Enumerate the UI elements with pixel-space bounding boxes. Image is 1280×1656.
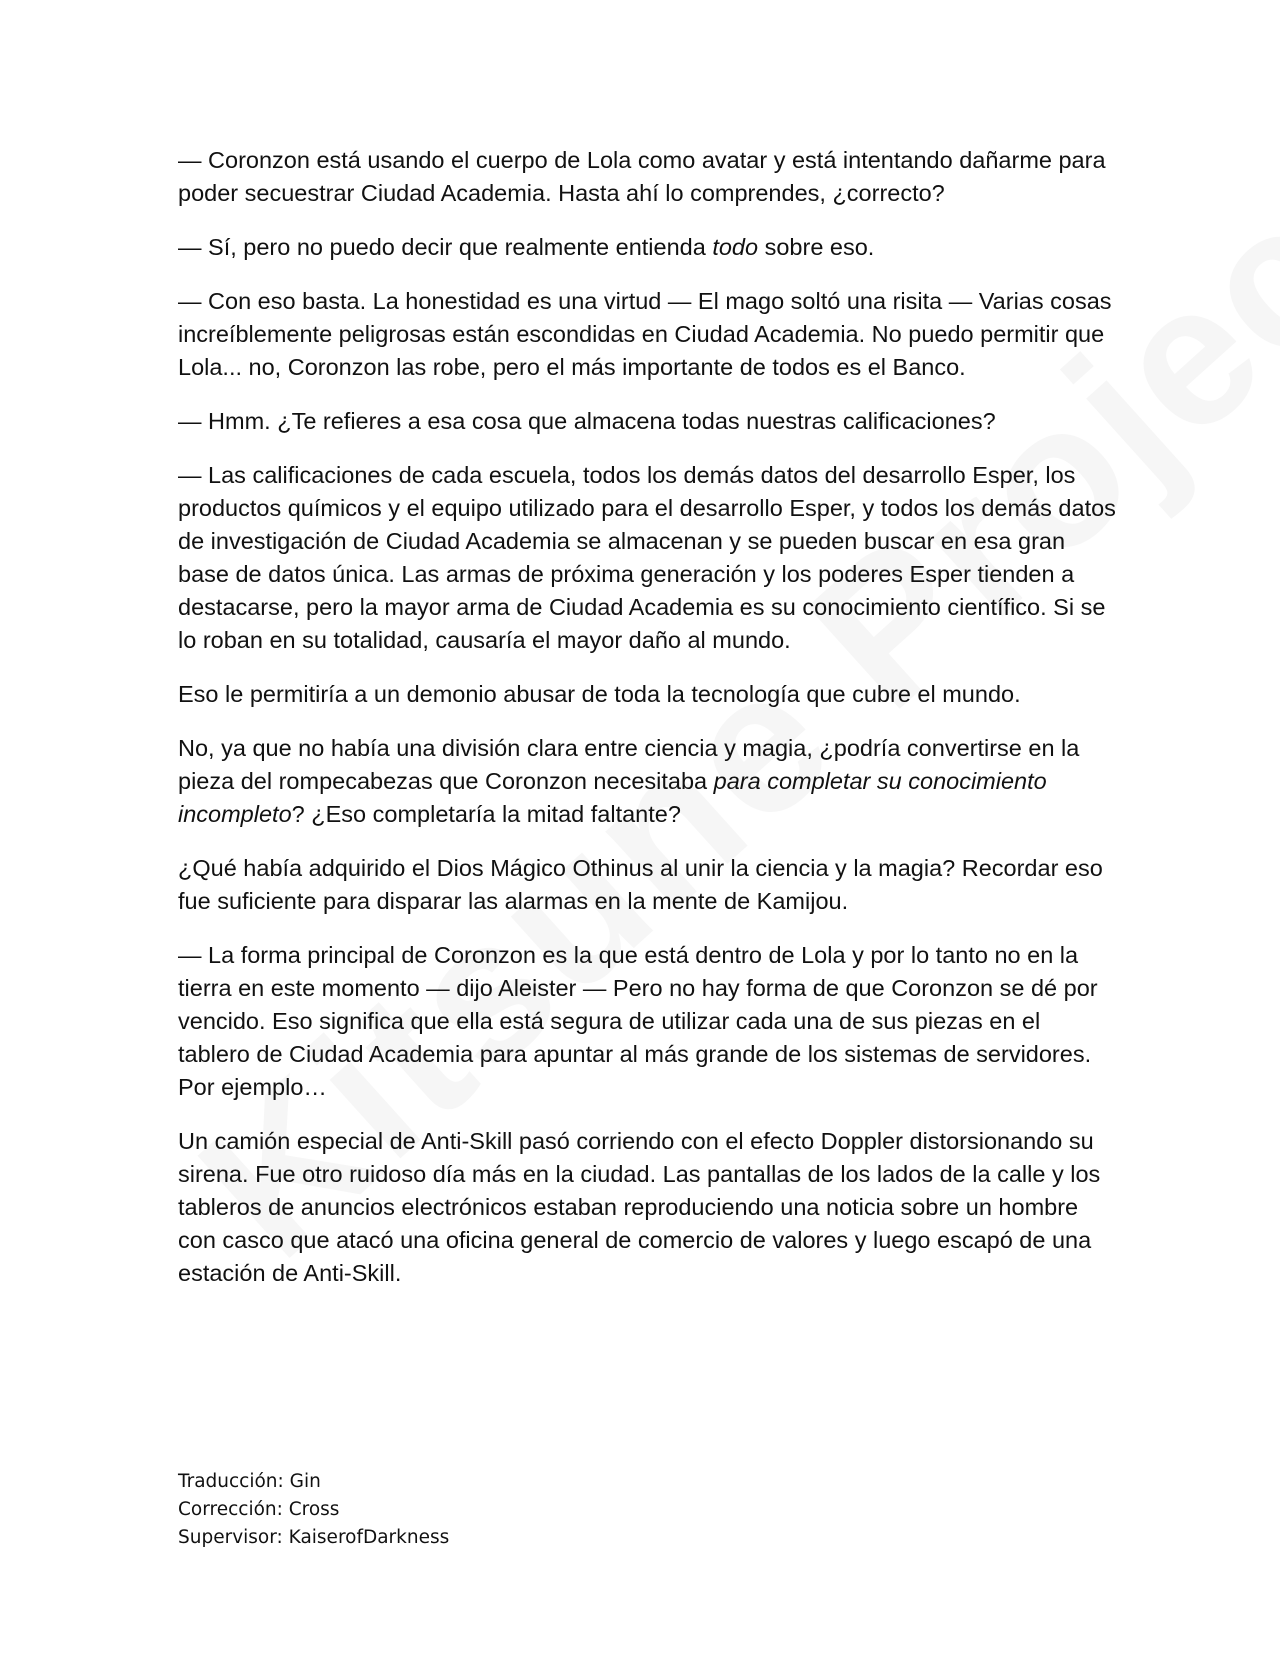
paragraph-5 (178, 459, 1118, 657)
paragraph-1 (178, 144, 1118, 210)
paragraph-text: — Hmm. ¿Te refieres a esa cosa que almacena todas nuestras calificaciones? (178, 408, 996, 434)
paragraph-text: — La forma principal de Coronzon es la que está dentro de Lola y por lo tanto no en la tierra en este momento — dijo Aleister — Pero no hay forma de que Coronzon se dé por vencido. Eso significa que ella está segura de utilizar cada una de sus piezas en el tablero de Ciudad Academia para apuntar al más grande de los sistemas de servidores. Por ejemplo… (178, 942, 1098, 1100)
credit-translation: Traducción: Gin (178, 1471, 321, 1492)
emphasis-text: para completar su conocimiento incompleto (178, 768, 1047, 827)
paragraph-7 (178, 732, 1118, 831)
paragraph-text: ¿Qué había adquirido el Dios Mágico Othinus al unir la ciencia y la magia? Recordar eso fue suficiente para disparar las alarmas en la mente de Kamijou. (178, 855, 1103, 914)
paragraph-text: — Las calificaciones de cada escuela, todos los demás datos del desarrollo Esper, los productos químicos y el equipo utilizado para el desarrollo Esper, y todos los demás datos de investigación de Ciudad Academia se almacenan y se pueden buscar en esa gran base de datos única. Las armas de próxima generación y los poderes Esper tienden a destacarse, pero la mayor arma de Ciudad Academia es su conocimiento científico. Si se lo roban en su totalidad, causaría el mayor daño al mundo. (178, 462, 1116, 653)
credit-supervisor: Supervisor: KaiserofDarkness (178, 1527, 450, 1548)
paragraph-10 (178, 1125, 1118, 1290)
paragraph-4 (178, 405, 1118, 438)
paragraph-text: — Con eso basta. La honestidad es una virtud — El mago soltó una risita — Varias cosas increíblemente peligrosas están escondidas en Ciudad Academia. No puedo permitir que Lola... no, Coronzon las robe, pero el más importante de todos es el Banco. (178, 288, 1112, 380)
paragraph-text: sobre eso. (758, 234, 875, 260)
paragraph-8 (178, 852, 1118, 918)
paragraph-2 (178, 231, 1118, 264)
paragraph-6 (178, 678, 1118, 711)
paragraph-text: ? ¿Eso completaría la mitad faltante? (291, 801, 681, 827)
credit-correction: Corrección: Cross (178, 1499, 340, 1520)
paragraph-9 (178, 939, 1118, 1104)
paragraph-text: — Coronzon está usando el cuerpo de Lola como avatar y está intentando dañarme para poder secuestrar Ciudad Academia. Hasta ahí lo comprendes, ¿correcto? (178, 147, 1106, 206)
paragraph-text: Un camión especial de Anti-Skill pasó corriendo con el efecto Doppler distorsionando su sirena. Fue otro ruidoso día más en la ciudad. Las pantallas de los lados de la calle y los tableros de anuncios electrónicos estaban reproduciendo una noticia sobre un hombre con casco que atacó una oficina general de comercio de valores y luego escapó de una estación de Anti-Skill. (178, 1128, 1101, 1286)
credits (178, 1468, 449, 1552)
paragraph-3 (178, 285, 1118, 384)
paragraph-text: — Sí, pero no puedo decir que realmente entienda (178, 234, 713, 260)
emphasis-text: todo (712, 234, 759, 260)
paragraph-text: Eso le permitiría a un demonio abusar de toda la tecnología que cubre el mundo. (178, 681, 1021, 707)
paragraph-text: No, ya que no había una división clara entre ciencia y magia, ¿podría convertirse en la pieza del rompecabezas que Coronzon necesitaba (178, 735, 1080, 794)
page-body (178, 144, 1118, 1311)
